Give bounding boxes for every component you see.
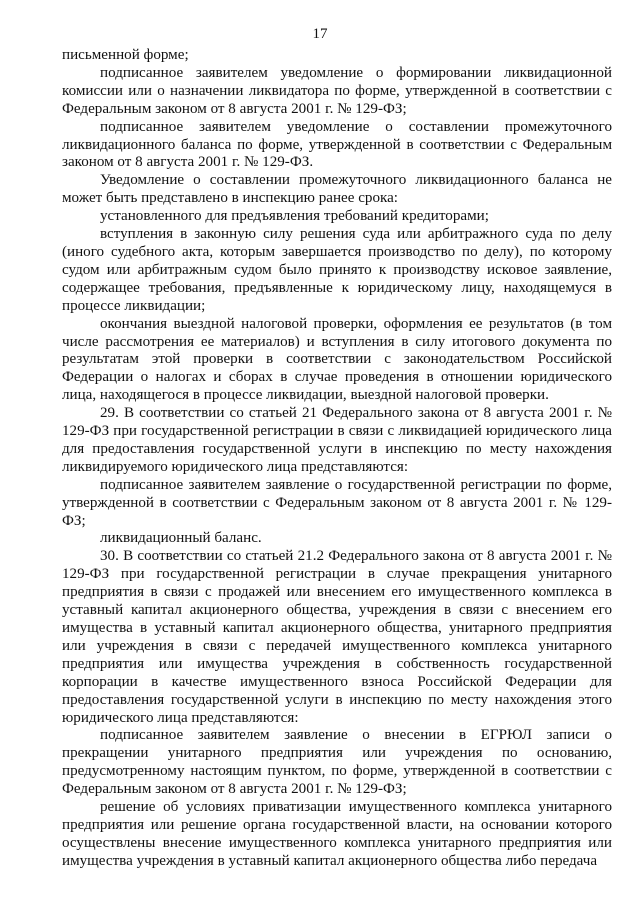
paragraph: решение об условиях приватизации имущественного комплекса унитарного предприятия или решение органа государственной власти, на основании которого осуществлены внесение имущественного комплекса унитарного предприятия или имущества учреждения в уставный капитал акционерного общества либо передача xyxy=(62,799,612,869)
page-number: 17 xyxy=(312,26,328,42)
paragraph: 29. В соответствии со статьей 21 Федерального закона от 8 августа 2001 г. № 129-ФЗ при государственной регистрации в связи с ликвидацией юридического лица для предоставления государственной услуги в инспекцию по месту нахождения ликвидируемого юридического лица представляются: xyxy=(62,405,612,475)
paragraph: подписанное заявителем уведомление о составлении промежуточного ликвидационного баланса по форме, утвержденной в соответствии с Федеральным законом от 8 августа 2001 г. № 129-ФЗ. xyxy=(62,118,612,171)
paragraph: подписанное заявителем заявление о государственной регистрации по форме, утвержденной в соответствии с Федеральным законом от 8 августа 2001 г. № 129-ФЗ; xyxy=(62,476,612,529)
document-body xyxy=(62,47,612,871)
paragraph: установленного для предъявления требований кредиторами; xyxy=(100,208,489,225)
paragraph: Уведомление о составлении промежуточного ликвидационного баланса не может быть представлено в инспекцию ранее срока: xyxy=(62,172,612,207)
paragraph: окончания выездной налоговой проверки, оформления ее результатов (в том числе рассмотрения ее материалов) и вступления в силу итогового документа по результатам этой проверки в соответствии с законодательством Российской Федерации о налогах и сборах в случае проведения в отношении юридического лица, находящегося в процессе ликвидации, выездной налоговой проверки. xyxy=(62,315,612,404)
paragraph: подписанное заявителем заявление о внесении в ЕГРЮЛ записи о прекращении унитарного предприятия или учреждения по основанию, предусмотренному настоящим пунктом, по форме, утвержденной в соответствии с Федеральным законом от 8 августа 2001 г. № 129-ФЗ; xyxy=(62,727,612,798)
paragraph: вступления в законную силу решения суда или арбитражного суда по делу (иного судебного акта, которым завершается производство по делу), по которому судом или арбитражным судом было принято к производству исковое заявление, содержащее требования, предъявленные к юридическому лицу, находящемуся в процессе ликвидации; xyxy=(62,226,612,314)
paragraph: подписанное заявителем уведомление о формировании ликвидационной комиссии или о назначении ликвидатора по форме, утвержденной в соответствии с Федеральным законом от 8 августа 2001 г. № 129-ФЗ; xyxy=(62,64,612,117)
paragraph: ликвидационный баланс. xyxy=(100,530,262,547)
paragraph: письменной форме; xyxy=(62,47,189,63)
paragraph: 30. В соответствии со статьей 21.2 Федерального закона от 8 августа 2001 г. № 129-ФЗ при государственной регистрации в случае прекращения унитарного предприятия в связи с продажей или внесением его имущественного комплекса в уставный капитал акционерного общества, учреждения в связи с внесением его имущества в уставный капитал акционерного общества, унитарного предприятия или учреждения в связи с передачей имущественного комплекса унитарного предприятия или имущества учреждения в собственность государственной корпорации в качестве имущественного взноса Российской Федерации для предоставления государственной услуги в инспекцию по месту нахождения этого юридического лица представляются: xyxy=(62,548,612,726)
